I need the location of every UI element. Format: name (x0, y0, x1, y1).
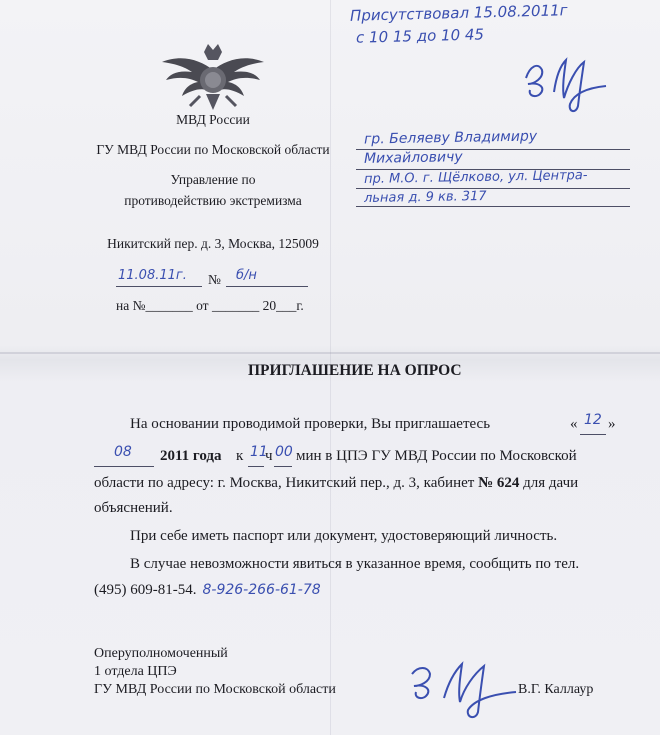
division-line-1: Управление по (170, 172, 256, 187)
signature-top (520, 48, 610, 118)
outgoing-number-handwritten: б/н (236, 268, 257, 283)
phone-text: (495) 609-81-54. (94, 582, 197, 598)
hour-unit: ч (265, 448, 273, 464)
agency-department: ГУ МВД России по Московской области (96, 142, 330, 157)
minute-handwritten: 00 (275, 444, 293, 460)
room-number: № 624 (478, 475, 520, 491)
attendance-note-line-1: Присутствовал 15.08.2011г (349, 1, 568, 25)
body-line-2 (94, 444, 614, 472)
signature-bottom (404, 654, 524, 724)
day-close-quote: » (608, 416, 616, 432)
at-text: к (236, 448, 244, 464)
body-line-3-tail: для дачи (519, 475, 579, 491)
body-line-1 (94, 412, 616, 440)
division-line-2: противодействию экстремизма (124, 193, 302, 208)
recipient-line-2: Михайловичу (363, 149, 463, 167)
signer-name: В.Г. Каллаур (518, 682, 594, 697)
minute-underline (274, 466, 292, 467)
signer-position-1: Оперуполномоченный (94, 646, 228, 661)
agency-name: МВД России (176, 112, 250, 127)
day-underline (580, 434, 606, 435)
body-line-3 (94, 475, 614, 499)
attendance-note-line-2: с 10 15 до 10 45 (355, 25, 485, 47)
month-handwritten: 08 (114, 444, 132, 460)
outgoing-number-underline (226, 286, 308, 287)
signer-position-2: 1 отдела ЦПЭ (94, 664, 177, 679)
outgoing-date-handwritten: 11.08.11г. (118, 268, 187, 283)
double-headed-eagle-emblem (160, 40, 266, 112)
recipient-line-4: льная д. 9 кв. 317 (363, 188, 487, 207)
agency-address: Никитский пер. д. 3, Москва, 125009 (107, 236, 319, 251)
recipient-line-3: пр. М.О. г. Щёлково, ул. Центра- (363, 168, 588, 187)
outgoing-date-underline (116, 286, 202, 287)
phone-handwritten: 8-926-266-61-78 (202, 582, 321, 598)
signer-position-3: ГУ МВД России по Московской области (94, 682, 336, 697)
hour-underline (248, 466, 264, 467)
body-line-3-text: области по адресу: г. Москва, Никитский пер., д. 3, кабинет (94, 475, 479, 491)
day-open-quote: « (570, 416, 578, 432)
day-handwritten: 12 (584, 412, 602, 428)
body-line-2-text: мин в ЦПЭ ГУ МВД России по Московской (296, 448, 577, 464)
reference-line: на №_______ от _______ 20___г. (116, 298, 304, 313)
recipient-underline-3 (356, 188, 630, 189)
body-line-4: объяснений. (94, 500, 173, 516)
body-paragraph-3-line-1: В случае невозможности явиться в указанное время, сообщить по тел. (130, 556, 580, 572)
hour-handwritten: 11 (250, 444, 268, 460)
body-line-1-text: На основании проводимой проверки, Вы приглашаетесь (130, 416, 491, 432)
number-sign: № (208, 272, 221, 287)
fold-line-horizontal (0, 352, 660, 354)
year-text: 2011 года (160, 448, 222, 464)
month-underline (94, 466, 154, 467)
recipient-underline-4 (356, 206, 630, 207)
recipient-line-1: гр. Беляеву Владимиру (363, 128, 538, 148)
body-paragraph-2: При себе иметь паспорт или документ, удостоверяющий личность. (130, 528, 558, 544)
body-paragraph-3-line-2 (94, 582, 614, 599)
document-title: ПРИГЛАШЕНИЕ НА ОПРОС (248, 362, 462, 379)
